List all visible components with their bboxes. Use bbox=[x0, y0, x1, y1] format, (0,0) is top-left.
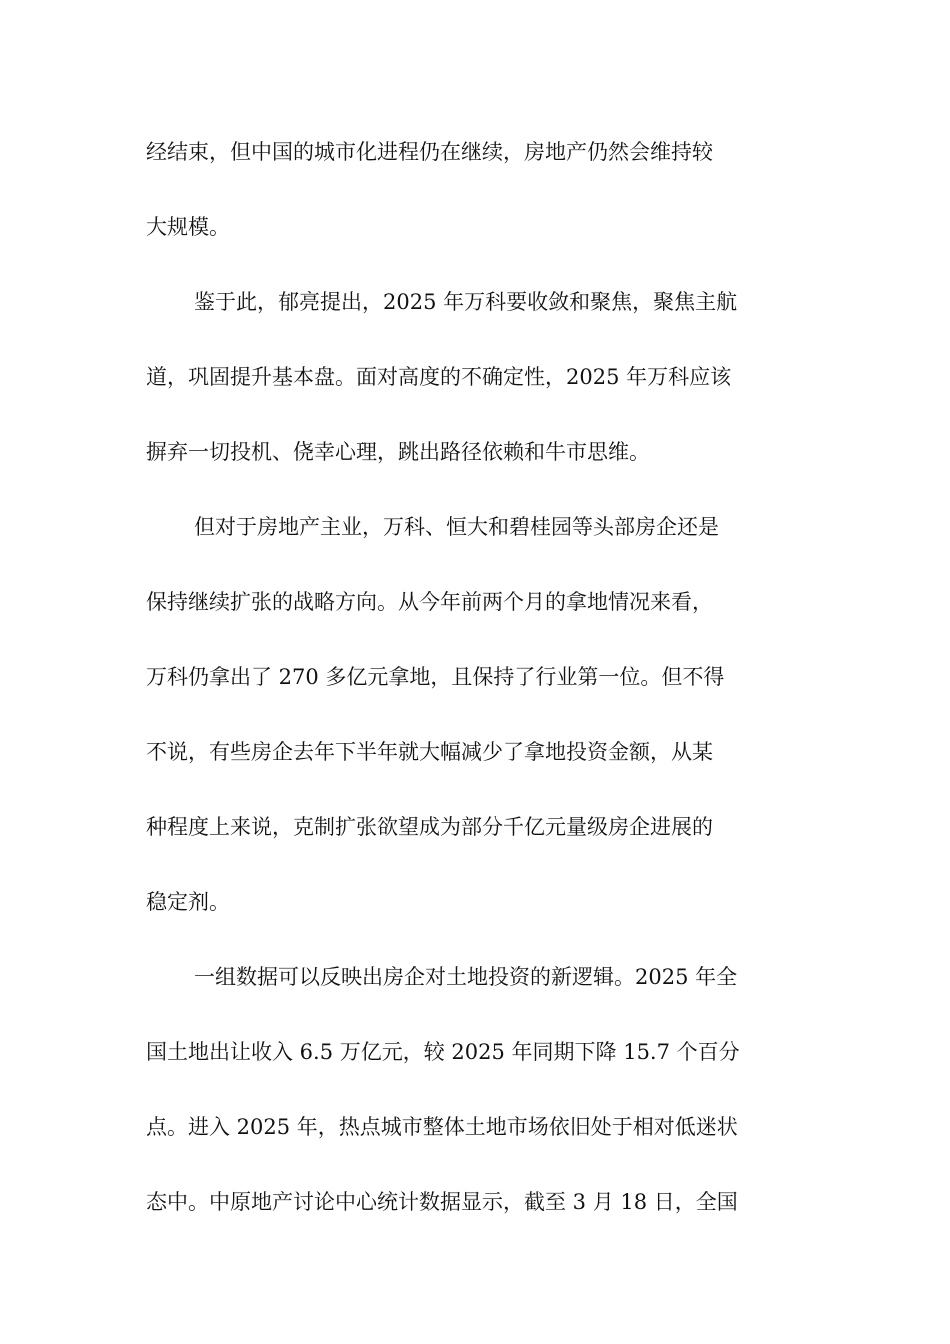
text-line: 万科仍拿出了 270 多亿元拿地，且保持了行业第一位。但不得 bbox=[146, 665, 725, 689]
paragraph-start-line: 一组数据可以反映出房企对土地投资的新逻辑。2025 年全 bbox=[194, 965, 738, 989]
text-line: 经结束，但中国的城市化进程仍在继续，房地产仍然会维持较 bbox=[146, 140, 713, 164]
text-line: 稳定剂。 bbox=[146, 890, 230, 914]
text-line: 点。进入 2025 年，热点城市整体土地市场依旧处于相对低迷状 bbox=[146, 1115, 738, 1139]
text-line: 不说，有些房企去年下半年就大幅减少了拿地投资金额，从某 bbox=[146, 740, 713, 764]
body-text bbox=[146, 130, 806, 1255]
paragraph-start-line: 但对于房地产主业，万科、恒大和碧桂园等头部房企还是 bbox=[194, 515, 719, 539]
text-line: 国土地出让收入 6.5 万亿元，较 2025 年同期下降 15.7 个百分 bbox=[146, 1040, 740, 1064]
text-line: 摒弃一切投机、侥幸心理，跳出路径依赖和牛市思维。 bbox=[146, 440, 650, 464]
text-line: 道，巩固提升基本盘。面对高度的不确定性，2025 年万科应该 bbox=[146, 365, 732, 389]
text-line: 大规模。 bbox=[146, 215, 230, 239]
text-line: 保持继续扩张的战略方向。从今年前两个月的拿地情况来看， bbox=[146, 590, 713, 614]
text-line: 种程度上来说，克制扩张欲望成为部分千亿元量级房企进展的 bbox=[146, 815, 713, 839]
paragraph-start-line: 鉴于此，郁亮提出，2025 年万科要收敛和聚焦，聚焦主航 bbox=[194, 290, 738, 314]
text-line: 态中。中原地产讨论中心统计数据显示，截至 3 月 18 日，全国 bbox=[146, 1190, 738, 1214]
